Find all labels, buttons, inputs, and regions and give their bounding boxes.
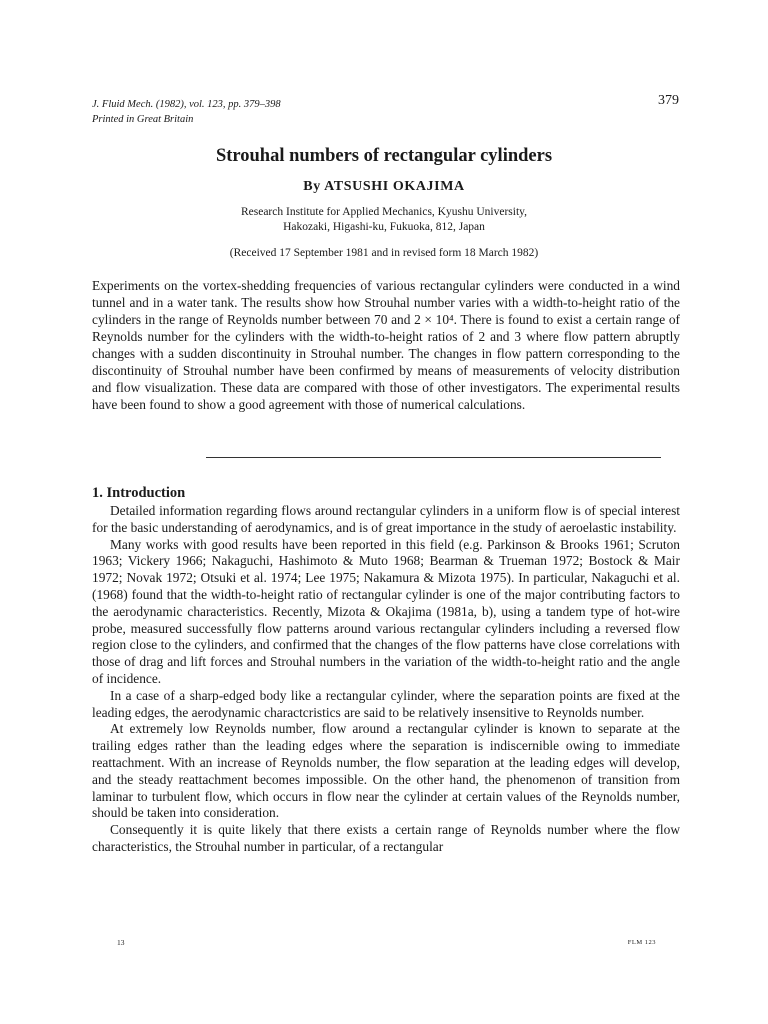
abstract: Experiments on the vortex-shedding frequencies of various rectangular cylinders were conducted in a wind tunnel and in a water tank. The results show how Strouhal number varies with a width-to-height ratio of the cylinders in the range of Reynolds number between 70 and 2 × 10⁴. There is found to exist a certain range of Reynolds number for the cylinders with the width-to-height ratios of 2 and 3 where flow pattern abruptly changes with a sudden discontinuity in Strouhal number. The changes in flow pattern corresponding to the discontinuity of Strouhal number have been confirmed by means of measurements of velocity distribution and flow visualization. These data are compared with those of other investigators. The experimental results have been found to show a good agreement with those of numerical calculations. — [92, 278, 680, 412]
received-dates: (Received 17 September 1981 and in revised form 18 March 1982) — [229, 247, 539, 259]
paragraph: Many works with good results have been reported in this field (e.g. Parkinson & Brooks 1961; Scruton 1963; Vickery 1966; Nakaguchi, Hashimoto & Muto 1968; Bearman & Trueman 1972; Bostock & Mair 1972; Novak 1972; Otsuki et al. 1974; Lee 1975; Nakamura & Mizota 1975). In particular, Nakaguchi et al. (1968) found that the width-to-height ratio of rectangular cylinder is one of the major contributing factors to the aerodynamic characteristics. Recently, Mizota & Okajima (1981a, b), using a tandem type of hot-wire probe, measured successfully flow patterns around various rectangular cylinders including a reversed flow region close to the cylinders, and confirmed that the changes of the flow patterns have close correlations with those of drag and lift forces and Strouhal numbers in the variation of the width-to-height ratio and the angle of incidence. — [92, 536, 680, 686]
introduction-body — [92, 503, 680, 856]
section-divider — [206, 457, 661, 458]
journal-citation — [92, 97, 281, 127]
paragraph: Detailed information regarding flows around rectangular cylinders in a uniform flow is of special interest for the basic understanding of aerodynamics, and is of great importance in the study of aeroelastic instability. — [92, 503, 680, 535]
paragraph: At extremely low Reynolds number, flow around a rectangular cylinder is known to separate at the trailing edges rather than the leading edges where the separation is indiscernible owing to immediate reattachment. With an increase of Reynolds number, the flow separation at the leading edges will develop, and the steady reattachment becomes impossible. On the other hand, the phenomenon of transition from laminar to turbulent flow, which occurs in flow near the cylinder at certain values of the Reynolds number, should be taken into consideration. — [92, 721, 680, 821]
affiliation — [0, 205, 768, 234]
affiliation-line-1: Research Institute for Applied Mechanics, Kyushu University, — [240, 206, 528, 218]
section-heading: 1. Introduction — [92, 485, 186, 501]
author-line: By ATSUSHI OKAJIMA — [303, 179, 465, 194]
paper-title: Strouhal numbers of rectangular cylinders — [215, 146, 553, 166]
page-number: 379 — [658, 93, 679, 108]
paragraph: In a case of a sharp-edged body like a rectangular cylinder, where the separation points are fixed at the leading edges, the aerodynamic charactcristics are said to be relatively insensitive to Reynolds number. — [92, 687, 680, 720]
printed-line: Printed in Great Britain — [92, 114, 194, 125]
footer-journal-mark: FLM 123 — [627, 939, 656, 946]
paragraph: Consequently it is quite likely that there exists a certain range of Reynolds number where the flow characteristics, the Strouhal number in particular, of a rectangular — [92, 822, 680, 854]
journal-line: J. Fluid Mech. (1982), vol. 123, pp. 379–398 — [92, 99, 281, 110]
signature-mark: 13 — [117, 938, 125, 947]
affiliation-line-2: Hakozaki, Higashi-ku, Fukuoka, 812, Japan — [283, 220, 485, 233]
